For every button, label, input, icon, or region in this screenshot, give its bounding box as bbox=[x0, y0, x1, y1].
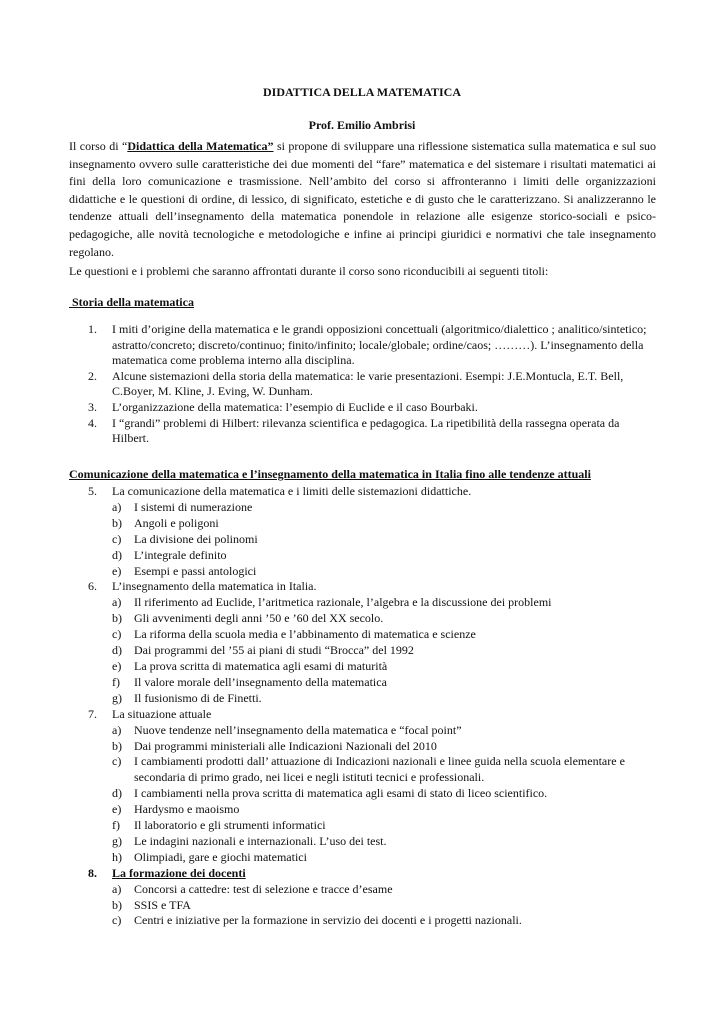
item-text: La formazione dei docenti bbox=[112, 865, 246, 880]
sub-list-item bbox=[112, 627, 659, 643]
sub-item-text: Gli avvenimenti degli anni ’50 e ’60 del XX secolo. bbox=[134, 611, 384, 626]
sub-item-letter: b) bbox=[112, 611, 122, 626]
sub-item-letter: b) bbox=[112, 897, 122, 912]
list-item bbox=[69, 484, 659, 579]
sub-list-item bbox=[112, 675, 659, 691]
sub-list-item bbox=[112, 754, 659, 786]
item-number: 5. bbox=[88, 484, 97, 498]
sub-item-text: Angoli e poligoni bbox=[134, 515, 219, 530]
sub-list bbox=[112, 500, 659, 580]
sub-list-item bbox=[112, 595, 659, 611]
sub-item-letter: b) bbox=[112, 738, 122, 753]
item-text: L’insegnamento della matematica in Italia. bbox=[112, 579, 317, 594]
sub-item-text: I cambiamenti prodotti dall’ attuazione di Indicazioni nazionali e linee guida nella scuola elementare e secondaria di primo grado, nei licei e negli istituti tecnici e professionali. bbox=[134, 754, 625, 785]
sub-item-letter: f) bbox=[112, 818, 120, 833]
sub-list bbox=[112, 882, 659, 930]
sub-item-letter: a) bbox=[112, 881, 122, 896]
sub-item-letter: d) bbox=[112, 643, 122, 658]
sub-list bbox=[112, 723, 659, 866]
intro-prefix: Il corso di “ bbox=[69, 139, 128, 153]
sub-list-item bbox=[112, 564, 659, 580]
lead-sentence: Le questioni e i problemi che saranno affrontati durante il corso sono riconducibili ai seguenti titoli: bbox=[69, 264, 549, 278]
sub-item-text: Le indagini nazionali e internazionali. L’uso dei test. bbox=[134, 833, 387, 848]
sub-item-letter: d) bbox=[112, 547, 122, 562]
section-heading-storia: Storia della matematica bbox=[69, 295, 194, 309]
item-number: 3. bbox=[88, 399, 97, 414]
sub-list-item bbox=[112, 739, 659, 755]
sub-item-text: Il laboratorio e gli strumenti informatici bbox=[134, 818, 326, 833]
list-item bbox=[69, 707, 659, 866]
sub-item-text: La riforma della scuola media e l’abbinamento di matematica e scienze bbox=[134, 627, 476, 642]
list-item bbox=[69, 866, 659, 930]
item-text: I miti d’origine della matematica e le grandi opposizioni concettuali (algoritmico/dialettico ; analitico/sintetico; astratto/concreto; discreto/continuo; finito/infinito; locale/globale; ordine/caos; ………). L’insegnamento della matematica come problema interno alla disciplina. bbox=[112, 322, 647, 368]
sub-item-text: La prova scritta di matematica agli esami di maturità bbox=[134, 658, 388, 673]
sub-item-text: Il valore morale dell’insegnamento della matematica bbox=[134, 674, 387, 689]
sub-list bbox=[112, 595, 659, 706]
item-number: 2. bbox=[88, 368, 97, 383]
sub-item-text: I sistemi di numerazione bbox=[134, 499, 253, 514]
sub-item-text: Concorsi a cattedre: test di selezione e tracce d’esame bbox=[134, 881, 393, 896]
sub-item-text: Centri e iniziative per la formazione in servizio dei docenti e i progetti nazionali. bbox=[134, 913, 522, 928]
item-number: 7. bbox=[88, 706, 97, 721]
storia-list bbox=[69, 322, 659, 447]
author-line: Prof. Emilio Ambrisi bbox=[308, 118, 416, 132]
list-item bbox=[69, 369, 659, 400]
item-text: I “grandi” problemi di Hilbert: rilevanza scientifica e pedagogica. La ripetibilità della rassegna operata da Hilbert. bbox=[112, 415, 620, 446]
sub-item-letter: e) bbox=[112, 563, 122, 578]
sub-item-text: Olimpiadi, gare e giochi matematici bbox=[134, 849, 307, 864]
sub-item-letter: e) bbox=[112, 658, 122, 673]
sub-item-text: Il fusionismo di de Finetti. bbox=[134, 690, 262, 705]
sub-item-letter: d) bbox=[112, 786, 122, 801]
sub-item-text: Dai programmi del ’55 ai piani di studi “Brocca” del 1992 bbox=[134, 643, 414, 658]
item-number: 6. bbox=[88, 579, 97, 594]
sub-list-item bbox=[112, 500, 659, 516]
sub-list-item bbox=[112, 691, 659, 707]
sub-list-item bbox=[112, 643, 659, 659]
sub-item-letter: f) bbox=[112, 674, 120, 689]
sub-list-item bbox=[112, 516, 659, 532]
sub-item-text: Il riferimento ad Euclide, l’aritmetica razionale, l’algebra e la discussione dei problemi bbox=[134, 595, 552, 610]
sub-item-letter: h) bbox=[112, 849, 122, 864]
intro-paragraph bbox=[69, 138, 656, 261]
section-heading-comunicazione: Comunicazione della matematica e l’insegnamento della matematica in Italia fino alle tendenze attuali bbox=[69, 467, 591, 481]
sub-list-item bbox=[112, 548, 659, 564]
sub-item-letter: g) bbox=[112, 690, 122, 705]
sub-item-letter: a) bbox=[112, 595, 122, 610]
sub-list-item bbox=[112, 898, 659, 914]
sub-list-item bbox=[112, 659, 659, 675]
item-text: La comunicazione della matematica e i limiti delle sistemazioni didattiche. bbox=[112, 484, 472, 498]
sub-item-letter: a) bbox=[112, 499, 122, 514]
sub-item-text: Hardysmo e maoismo bbox=[134, 802, 240, 817]
sub-item-text: Dai programmi ministeriali alle Indicazioni Nazionali del 2010 bbox=[134, 738, 437, 753]
document-title: DIDATTICA DELLA MATEMATICA bbox=[262, 85, 462, 99]
sub-list-item bbox=[112, 882, 659, 898]
sub-item-letter: c) bbox=[112, 627, 122, 642]
list-item bbox=[69, 579, 659, 706]
sub-item-letter: b) bbox=[112, 515, 122, 530]
sub-list-item bbox=[112, 786, 659, 802]
sub-list-item bbox=[112, 850, 659, 866]
list-item bbox=[69, 416, 659, 447]
sub-item-text: Nuove tendenze nell’insegnamento della matematica e “focal point” bbox=[134, 722, 462, 737]
list-item bbox=[69, 322, 659, 369]
list-item bbox=[69, 400, 659, 416]
sub-list-item bbox=[112, 834, 659, 850]
sub-item-letter: c) bbox=[112, 754, 122, 769]
sub-list-item bbox=[112, 913, 659, 929]
sub-item-text: Esempi e passi antologici bbox=[134, 563, 257, 578]
sub-list-item bbox=[112, 532, 659, 548]
item-text: Alcune sistemazioni della storia della matematica: le varie presentazioni. Esempi: J.E.Montucla, E.T. Bell, C.Boyer, M. Kline, J. Eving, W. Dunham. bbox=[112, 368, 624, 399]
sub-item-letter: a) bbox=[112, 722, 122, 737]
item-number: 1. bbox=[88, 322, 97, 336]
sub-list-item bbox=[112, 802, 659, 818]
item-text: La situazione attuale bbox=[112, 706, 212, 721]
sub-list-item bbox=[112, 611, 659, 627]
sub-item-text: I cambiamenti nella prova scritta di matematica agli esami di stato di liceo scientifico. bbox=[134, 786, 548, 801]
sub-item-letter: e) bbox=[112, 802, 122, 817]
sub-item-text: La divisione dei polinomi bbox=[134, 531, 258, 546]
sub-item-text: L’integrale definito bbox=[134, 547, 227, 562]
sub-item-letter: g) bbox=[112, 833, 122, 848]
item-number: 8. bbox=[88, 865, 97, 880]
sub-list-item bbox=[112, 723, 659, 739]
sub-list-item bbox=[112, 818, 659, 834]
course-name: Didattica della Matematica” bbox=[127, 139, 274, 153]
item-text: L’organizzazione della matematica: l’esempio di Euclide e il caso Bourbaki. bbox=[112, 399, 478, 414]
intro-body: si propone di sviluppare una riflessione sistematica sulla matematica e sul suo insegnamento ovvero sulle caratteristiche dei due momenti del “fare” matematica e del sistemare i risultati matematici ai fini della loro comunicazione e trasmissione. Nell’ambito del corso si affronteranno i limiti delle organizzazioni didattiche e le questioni di ordine, di lessico, di significato, estetiche e di gusto che le caratterizzano. Si analizzeranno le tendenze attuali dell’insegnamento della matematica ponendole in relazione alle esigenze storico-sociali e psico-pedagogiche, alle novità tecnologiche e metodologiche e infine ai principi giuridici e normativi che tale insegnamento regolano. bbox=[69, 139, 657, 259]
item-number: 4. bbox=[88, 415, 97, 430]
sub-item-letter: c) bbox=[112, 531, 122, 546]
comunicazione-list bbox=[69, 484, 659, 929]
sub-item-text: SSIS e TFA bbox=[134, 897, 191, 912]
sub-item-letter: c) bbox=[112, 913, 122, 928]
